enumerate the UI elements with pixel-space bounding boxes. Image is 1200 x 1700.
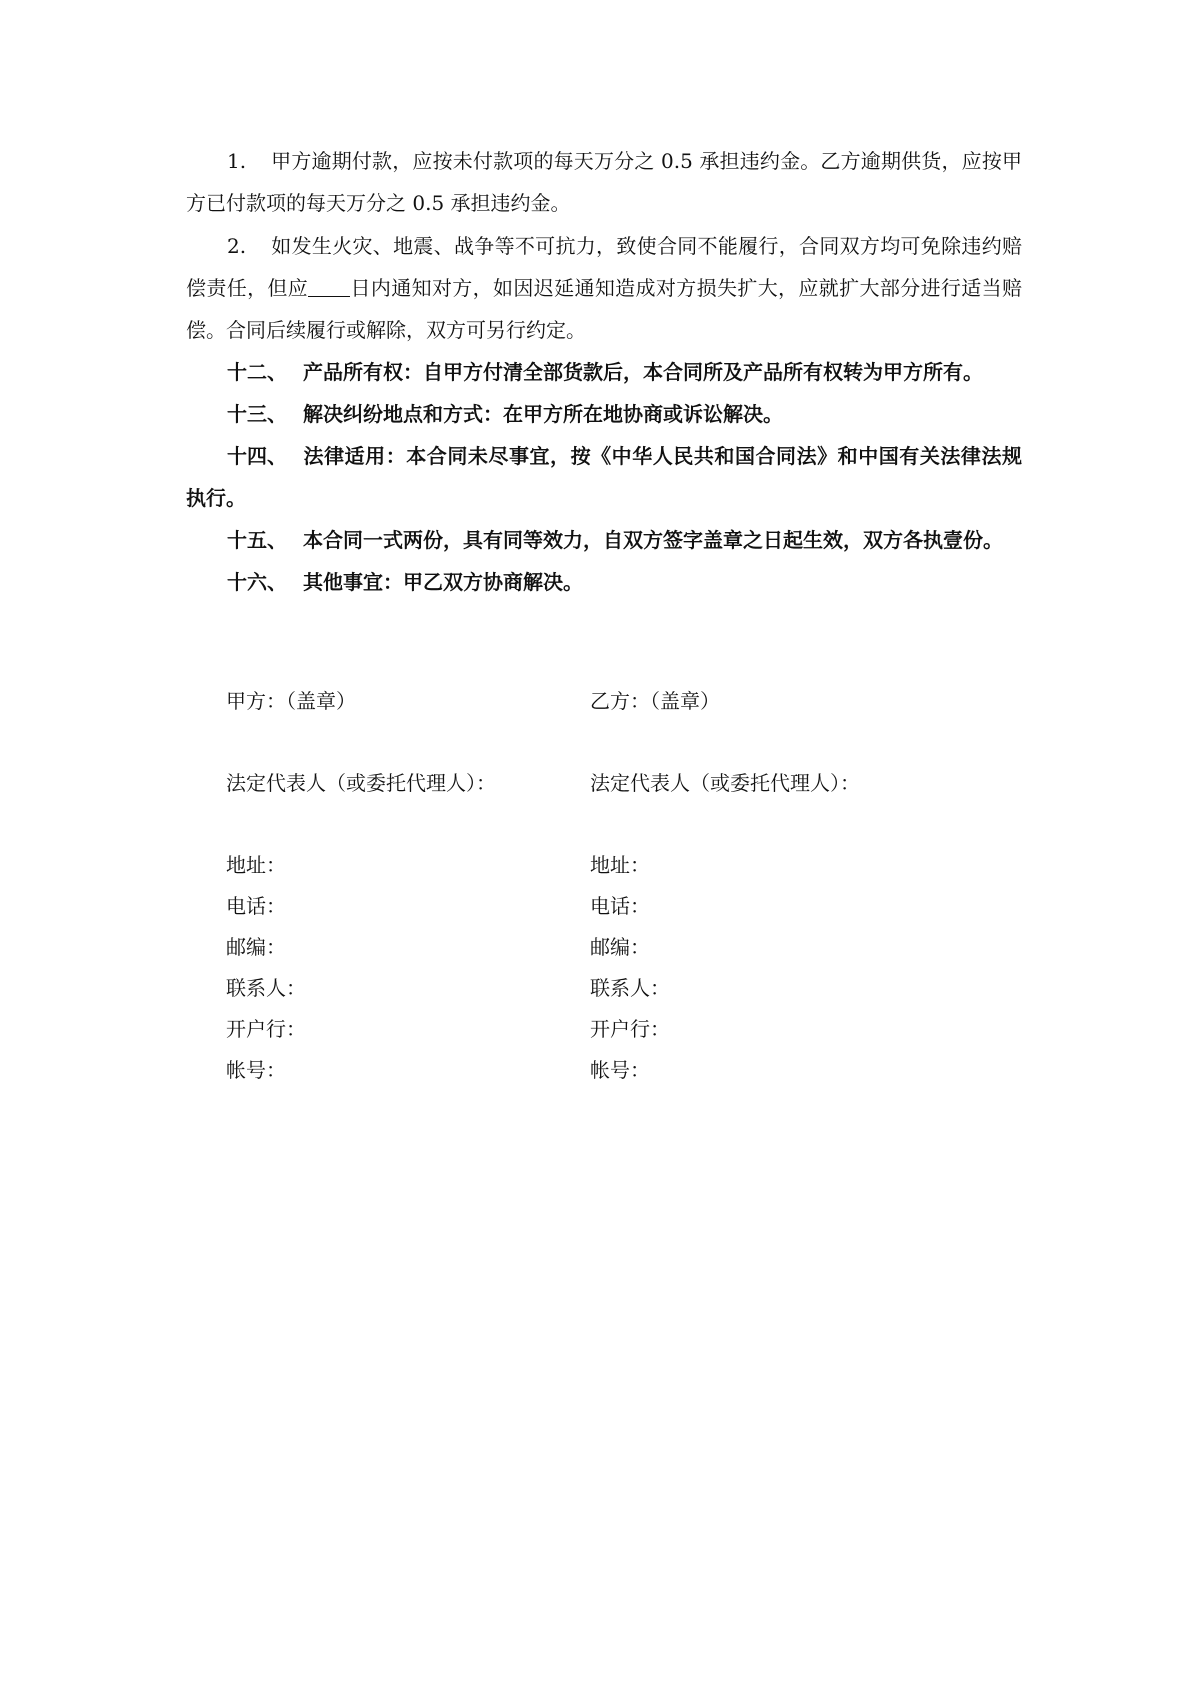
contract-body <box>186 140 1022 603</box>
article-number: 十三、 <box>227 402 287 426</box>
party-a-account: 帐号： <box>226 1058 286 1082</box>
party-a-seal: 甲方：（盖章） <box>226 689 356 713</box>
party-a-address: 地址： <box>226 853 286 877</box>
article-14 <box>186 435 1022 519</box>
party-b-representative: 法定代表人（或委托代理人）： <box>590 771 860 795</box>
party-a-bank: 开户行： <box>226 1017 306 1041</box>
party-a-postcode: 邮编： <box>226 935 286 959</box>
article-number: 十六、 <box>227 570 287 594</box>
article-text: 本合同一式两份，具有同等效力，自双方签字盖章之日起生效，双方各执壹份。 <box>303 528 1003 552</box>
clause-number: 1. <box>227 149 247 173</box>
party-b-contact: 联系人： <box>590 976 670 1000</box>
article-number: 十二、 <box>227 360 287 384</box>
party-a-signature-block <box>226 681 496 1091</box>
article-12 <box>186 351 1022 393</box>
clause-text: 甲方逾期付款，应按未付款项的每天万分之 0.5 承担违约金。乙方逾期供货，应按甲方已付款项的每天万分之 0.5 承担违约金。 <box>186 149 1022 215</box>
party-b-seal: 乙方：（盖章） <box>590 689 720 713</box>
article-text: 解决纠纷地点和方式：在甲方所在地协商或诉讼解决。 <box>303 402 783 426</box>
blank-days-field <box>308 276 350 297</box>
party-a-contact: 联系人： <box>226 976 306 1000</box>
clause-text-continued: 日内通知对方，如因迟延通知造成对方损失扩大，应就扩大部分进行适当赔偿。合同后续履行或解除，双方可另行约定。 <box>186 276 1023 342</box>
party-b-signature-block <box>590 681 860 1091</box>
party-a-representative: 法定代表人（或委托代理人）： <box>226 771 496 795</box>
article-number: 十五、 <box>227 528 287 552</box>
party-b-account: 帐号： <box>590 1058 650 1082</box>
article-16 <box>186 561 1022 603</box>
article-text: 产品所有权：自甲方付清全部货款后，本合同所及产品所有权转为甲方所有。 <box>303 360 983 384</box>
article-number: 十四、 <box>227 444 287 468</box>
party-a-phone: 电话： <box>226 894 286 918</box>
clause-2 <box>186 225 1022 351</box>
article-text: 其他事宜：甲乙双方协商解决。 <box>303 570 583 594</box>
party-b-bank: 开户行： <box>590 1017 670 1041</box>
clause-number: 2. <box>227 234 247 258</box>
article-text: 法律适用：本合同未尽事宜，按《中华人民共和国合同法》和中国有关法律法规执行。 <box>186 444 1022 510</box>
party-b-phone: 电话： <box>590 894 650 918</box>
party-b-address: 地址： <box>590 853 650 877</box>
article-15 <box>186 519 1022 561</box>
party-b-postcode: 邮编： <box>590 935 650 959</box>
article-13 <box>186 393 1022 435</box>
clause-text: 如发生火灾、地震、战争等不可抗力，致使合同不能履行，合同双方均可免除违约赔偿责任，但应 <box>186 234 1022 300</box>
clause-1 <box>186 140 1022 224</box>
